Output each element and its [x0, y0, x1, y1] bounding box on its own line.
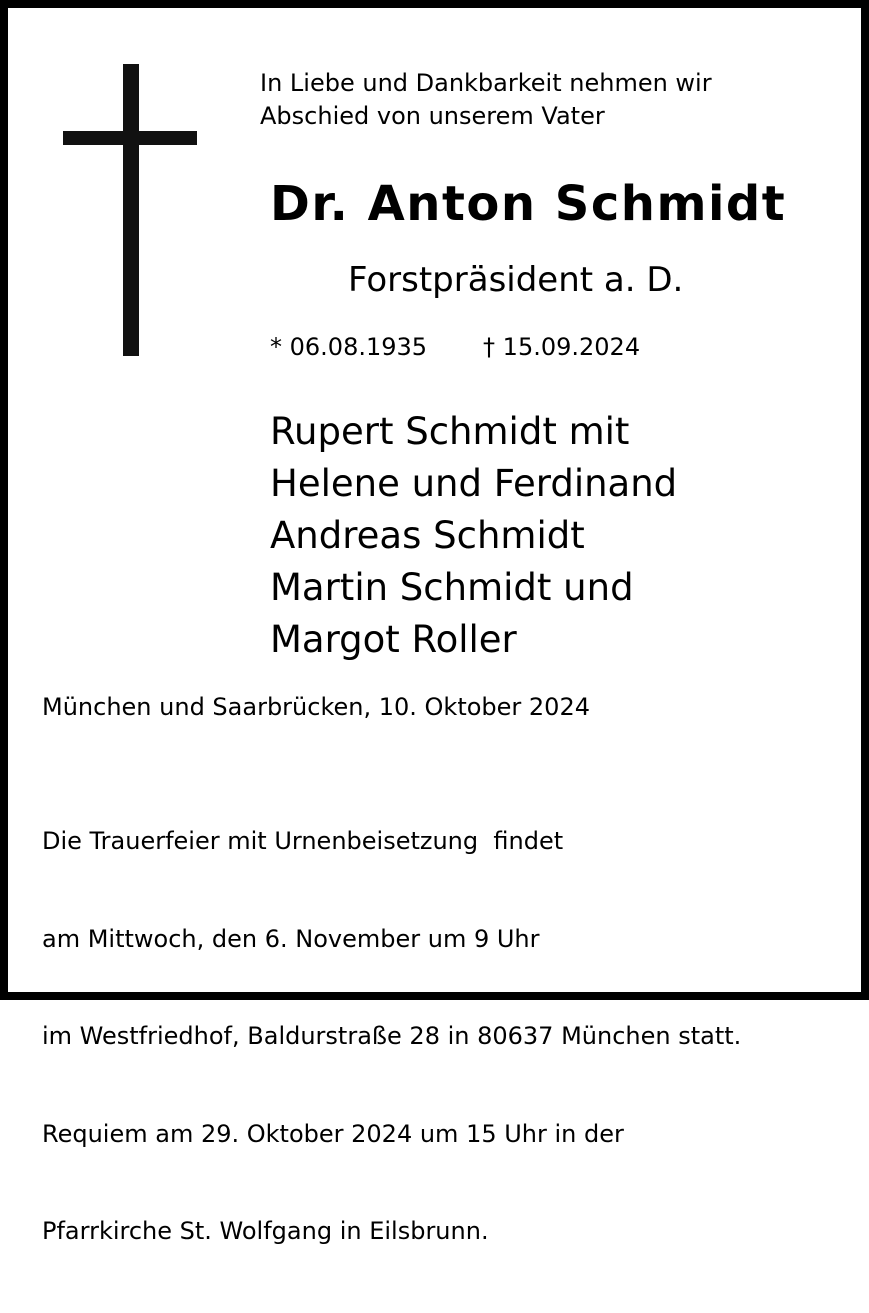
birth-date: * 06.08.1935: [270, 333, 428, 361]
mourner-line: Rupert Schmidt mit: [270, 410, 630, 453]
ceremony-line: Requiem am 29. Oktober 2024 um 15 Uhr in der: [42, 1119, 624, 1148]
ceremony-line: Pfarrkirche St. Wolfgang in Eilsbrunn.: [42, 1217, 489, 1245]
intro-line: Abschied von unserem Vater: [260, 102, 605, 130]
place-and-date: München und Saarbrücken, 10. Oktober 2024: [42, 693, 590, 721]
deceased-name: Dr. Anton Schmidt: [270, 176, 787, 232]
mourners-list: [270, 406, 677, 666]
death-date: † 15.09.2024: [483, 333, 641, 361]
intro-text: [260, 67, 712, 133]
cross-horizontal-bar: [63, 131, 197, 145]
cross-vertical-bar: [123, 64, 139, 356]
ceremony-line: Die Trauerfeier mit Urnenbeisetzung findet: [42, 827, 564, 855]
mourner-line: Helene und Ferdinand: [270, 462, 678, 505]
cross-icon: [63, 64, 199, 358]
ceremony-line: im Westfriedhof, Baldurstraße 28 in 80637 München statt.: [42, 1022, 742, 1050]
deceased-title: Forstpräsident a. D.: [348, 260, 684, 300]
mourner-line: Martin Schmidt und: [270, 566, 634, 609]
life-dates: [270, 333, 640, 361]
ceremony-line: am Mittwoch, den 6. November um 9 Uhr: [42, 924, 540, 953]
intro-line: In Liebe und Dankbarkeit nehmen wir: [260, 69, 712, 97]
mourner-line: Andreas Schmidt: [270, 514, 585, 557]
mourner-line: Margot Roller: [270, 618, 517, 661]
ceremony-details: [42, 760, 741, 1313]
